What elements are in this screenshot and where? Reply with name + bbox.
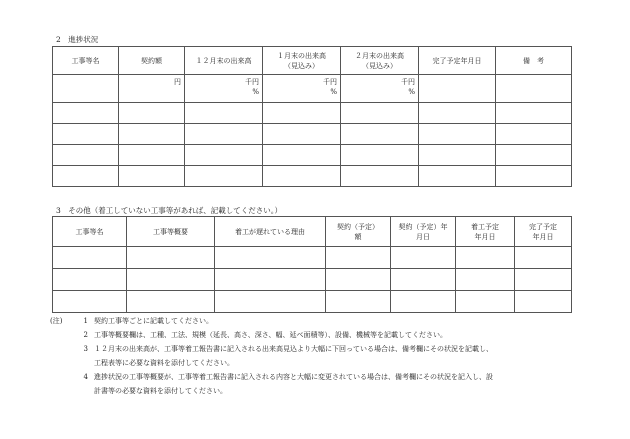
header-cell: 備 考 — [496, 47, 572, 75]
empty-cell[interactable] — [185, 103, 263, 124]
empty-cell[interactable] — [496, 145, 572, 166]
note-number: 4 — [83, 373, 88, 381]
unit-cell: 円 — [119, 75, 185, 103]
note-number: 2 — [83, 331, 88, 339]
unit-cell — [53, 75, 119, 103]
empty-cell[interactable] — [391, 247, 456, 269]
empty-cell[interactable] — [341, 145, 419, 166]
note-number: 1 — [83, 317, 88, 325]
empty-cell[interactable] — [515, 247, 572, 269]
header-cell: 契約（予定） 額 — [326, 217, 391, 247]
note-text: 進捗状況の工事等概要が、工事等着工報告書に記入される内容と大幅に変更されている場合は、備考欄にその状況を記入し、設 計書等の必要な資料を添付してください。 — [94, 373, 493, 395]
header-cell: 工事等名 — [53, 217, 127, 247]
empty-cell[interactable] — [215, 269, 326, 291]
empty-cell[interactable] — [515, 291, 572, 313]
note-item — [50, 328, 610, 342]
unit-cell — [496, 75, 572, 103]
table-row — [53, 103, 572, 124]
empty-cell[interactable] — [53, 166, 119, 187]
empty-cell[interactable] — [215, 247, 326, 269]
unit-cell — [419, 75, 496, 103]
empty-cell[interactable] — [496, 166, 572, 187]
header-cell: 工事等概要 — [127, 217, 215, 247]
empty-cell[interactable] — [119, 145, 185, 166]
empty-cell[interactable] — [53, 291, 127, 313]
section2-heading: 2 進捗状況 — [56, 35, 99, 44]
empty-cell[interactable] — [119, 103, 185, 124]
unit-cell: 千円 % — [263, 75, 341, 103]
other-table — [52, 216, 572, 313]
note-item — [50, 314, 610, 328]
notes-section — [50, 314, 610, 398]
empty-cell[interactable] — [326, 291, 391, 313]
unit-cell: 千円 % — [341, 75, 419, 103]
empty-cell[interactable] — [53, 145, 119, 166]
empty-cell[interactable] — [185, 124, 263, 145]
empty-cell[interactable] — [185, 145, 263, 166]
empty-cell[interactable] — [263, 103, 341, 124]
empty-cell[interactable] — [53, 269, 127, 291]
empty-cell[interactable] — [127, 247, 215, 269]
empty-cell[interactable] — [53, 124, 119, 145]
header-cell: 契約（予定）年 月日 — [391, 217, 456, 247]
empty-cell[interactable] — [456, 269, 515, 291]
empty-cell[interactable] — [456, 247, 515, 269]
header-cell: １月末の出来高 （見込み） — [263, 47, 341, 75]
empty-cell[interactable] — [119, 166, 185, 187]
empty-cell[interactable] — [185, 166, 263, 187]
header-cell: 工事等名 — [53, 47, 119, 75]
empty-cell[interactable] — [53, 247, 127, 269]
empty-cell[interactable] — [456, 291, 515, 313]
section3-heading: 3 その他（着工していない工事等があれば、記載してください。） — [56, 206, 283, 215]
empty-cell[interactable] — [53, 103, 119, 124]
unit-cell: 千円 % — [185, 75, 263, 103]
empty-cell[interactable] — [515, 269, 572, 291]
table-row — [53, 124, 572, 145]
header-cell: 完了予定 年月日 — [515, 217, 572, 247]
header-cell: ２月末の出来高 （見込み） — [341, 47, 419, 75]
note-item — [50, 370, 610, 398]
table-row — [53, 247, 572, 269]
table-row — [53, 166, 572, 187]
empty-cell[interactable] — [341, 124, 419, 145]
empty-cell[interactable] — [127, 269, 215, 291]
header-cell: １２月末の出来高 — [185, 47, 263, 75]
header-cell: 完了予定年月日 — [419, 47, 496, 75]
empty-cell[interactable] — [263, 124, 341, 145]
header-cell: 着工が遅れている理由 — [215, 217, 326, 247]
table-row — [53, 145, 572, 166]
empty-cell[interactable] — [127, 291, 215, 313]
empty-cell[interactable] — [263, 166, 341, 187]
empty-cell[interactable] — [391, 291, 456, 313]
empty-cell[interactable] — [263, 145, 341, 166]
empty-cell[interactable] — [419, 166, 496, 187]
note-number: 3 — [83, 345, 88, 353]
progress-table — [52, 46, 572, 187]
empty-cell[interactable] — [496, 103, 572, 124]
empty-cell[interactable] — [326, 269, 391, 291]
notes-label: (注) — [50, 317, 63, 325]
empty-cell[interactable] — [341, 103, 419, 124]
empty-cell[interactable] — [419, 124, 496, 145]
note-text: 契約工事等ごとに記載してください。 — [94, 317, 213, 325]
empty-cell[interactable] — [419, 145, 496, 166]
note-text: 工事等概要欄は、工種、工法、規模（延長、高さ、深さ、幅、延べ面積等）、設備、機械等を記載してください。 — [94, 331, 447, 339]
table-row — [53, 291, 572, 313]
empty-cell[interactable] — [341, 166, 419, 187]
empty-cell[interactable] — [119, 124, 185, 145]
table-row — [53, 269, 572, 291]
header-cell: 着工予定 年月日 — [456, 217, 515, 247]
empty-cell[interactable] — [419, 103, 496, 124]
header-cell: 契約額 — [119, 47, 185, 75]
empty-cell[interactable] — [326, 247, 391, 269]
empty-cell[interactable] — [496, 124, 572, 145]
empty-cell[interactable] — [391, 269, 456, 291]
note-text: １２月末の出来高が、工事等着工報告書に記入される出来高見込より大幅に下回っている場合は、備考欄にその状況を記載し、 工程表等に必要な資料を添付してください。 — [94, 345, 493, 367]
empty-cell[interactable] — [215, 291, 326, 313]
note-item — [50, 342, 610, 370]
